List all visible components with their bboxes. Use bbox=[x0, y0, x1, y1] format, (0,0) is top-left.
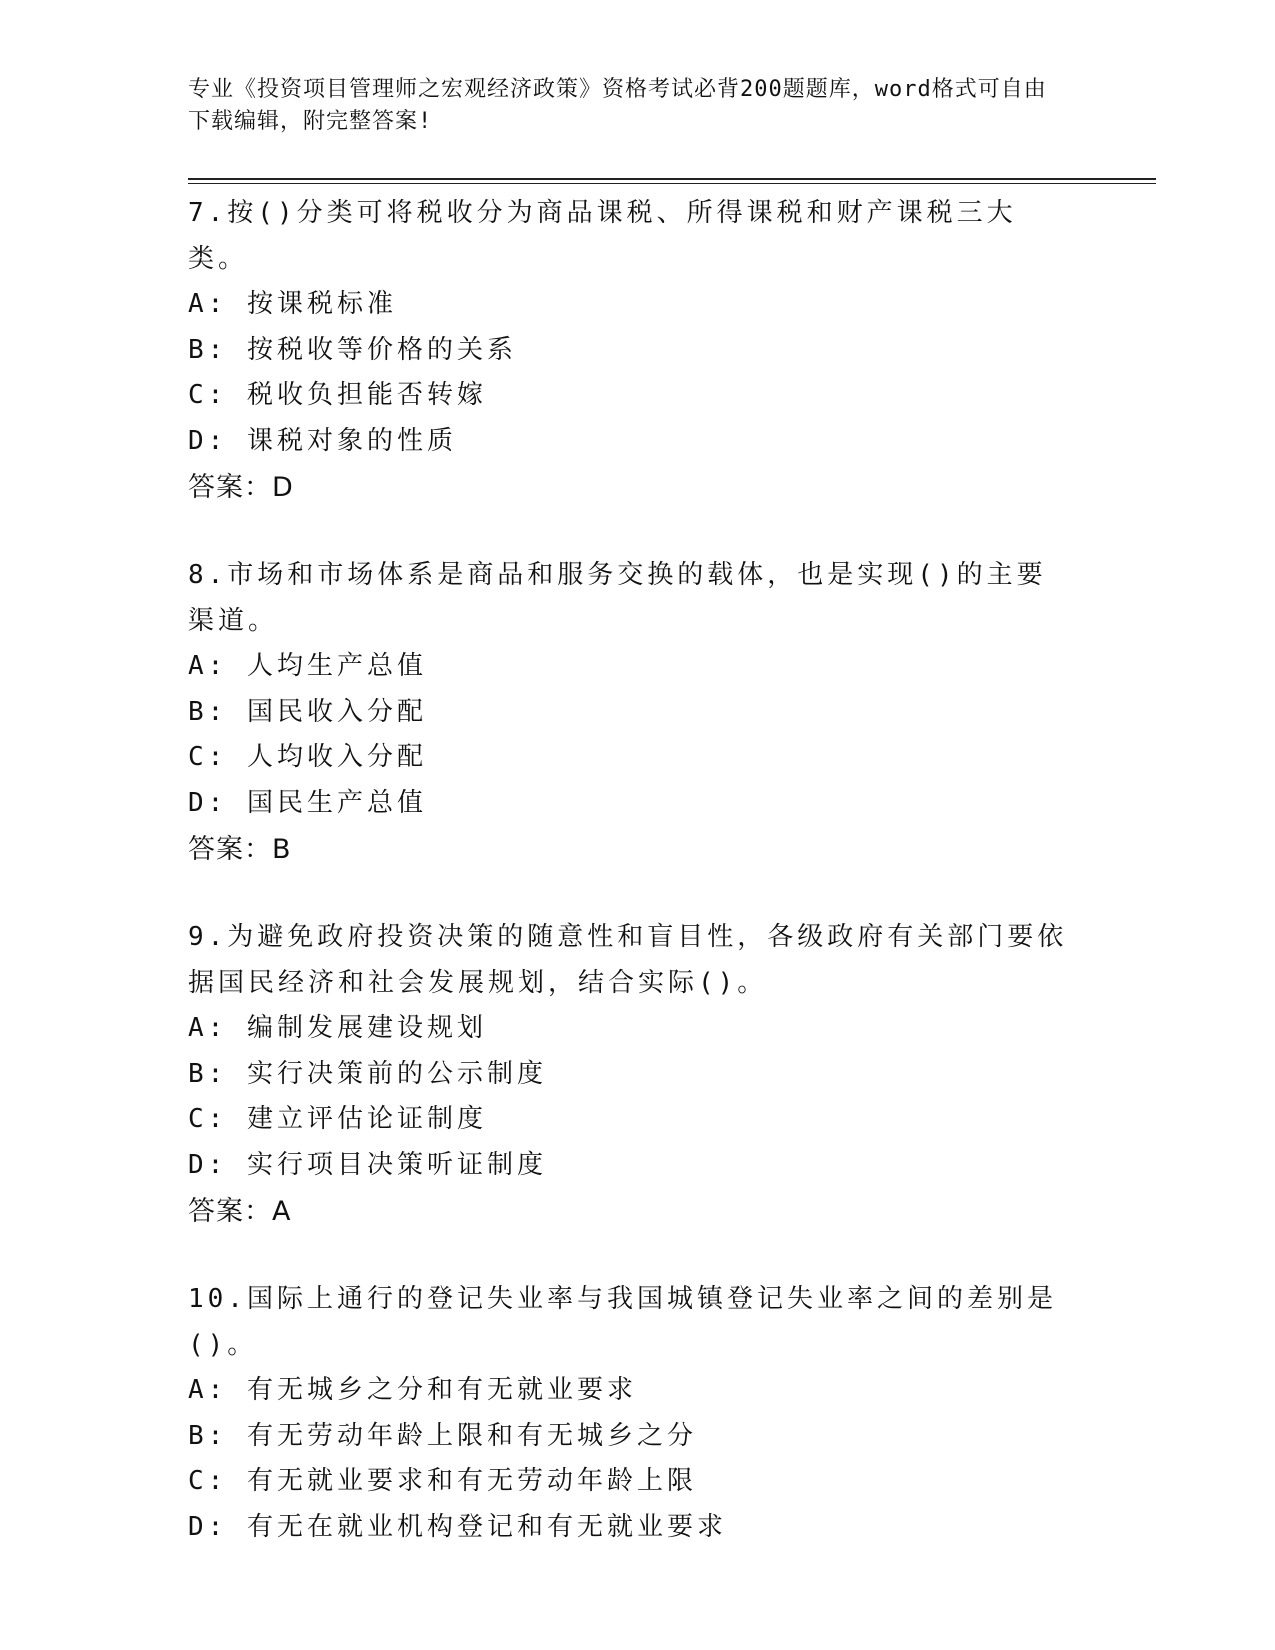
question-list bbox=[188, 190, 1068, 1590]
question-text: 7.按()分类可将税收分为商品课税、所得课税和财产课税三大类。 bbox=[188, 198, 1017, 274]
option-b: B: 国民收入分配 bbox=[188, 696, 427, 727]
option-d: D: 有无在就业机构登记和有无就业要求 bbox=[188, 1511, 727, 1542]
option-c: C: 建立评估论证制度 bbox=[188, 1104, 487, 1134]
option-a: A: 人均生产总值 bbox=[188, 651, 427, 681]
answer-label: 答案：A bbox=[188, 1196, 292, 1227]
question-text: 9.为避免政府投资决策的随意性和盲目性，各级政府有关部门要依据国民经济和社会发展规划，结合实际()。 bbox=[188, 922, 1068, 998]
option-a: A: 有无城乡之分和有无就业要求 bbox=[188, 1375, 637, 1405]
question-text: 10.国际上通行的登记失业率与我国城镇登记失业率之间的差别是()。 bbox=[188, 1284, 1057, 1360]
answer-label: 答案：D bbox=[188, 472, 294, 503]
option-b: B: 实行决策前的公示制度 bbox=[188, 1058, 547, 1089]
question-10 bbox=[188, 1276, 1068, 1550]
option-a: A: 按课税标准 bbox=[188, 289, 397, 319]
option-c: C: 人均收入分配 bbox=[188, 742, 427, 772]
question-8 bbox=[188, 552, 1068, 874]
option-d: D: 课税对象的性质 bbox=[188, 425, 457, 456]
document-header: 专业《投资项目管理师之宏观经济政策》资格考试必背200题题库，word格式可自由下载编辑，附完整答案! bbox=[188, 77, 1047, 134]
question-7 bbox=[188, 190, 1068, 512]
option-b: B: 按税收等价格的关系 bbox=[188, 334, 517, 365]
header-divider-thin bbox=[188, 183, 1156, 184]
header-divider-thick bbox=[188, 178, 1156, 180]
option-c: C: 税收负担能否转嫁 bbox=[188, 380, 487, 410]
answer-label: 答案：B bbox=[188, 834, 292, 865]
option-b: B: 有无劳动年龄上限和有无城乡之分 bbox=[188, 1420, 697, 1451]
option-a: A: 编制发展建设规划 bbox=[188, 1013, 487, 1043]
option-d: D: 国民生产总值 bbox=[188, 787, 427, 818]
option-d: D: 实行项目决策听证制度 bbox=[188, 1149, 547, 1180]
question-9 bbox=[188, 914, 1068, 1236]
question-text: 8.市场和市场体系是商品和服务交换的载体，也是实现()的主要渠道。 bbox=[188, 560, 1047, 636]
option-c: C: 有无就业要求和有无劳动年龄上限 bbox=[188, 1466, 697, 1496]
